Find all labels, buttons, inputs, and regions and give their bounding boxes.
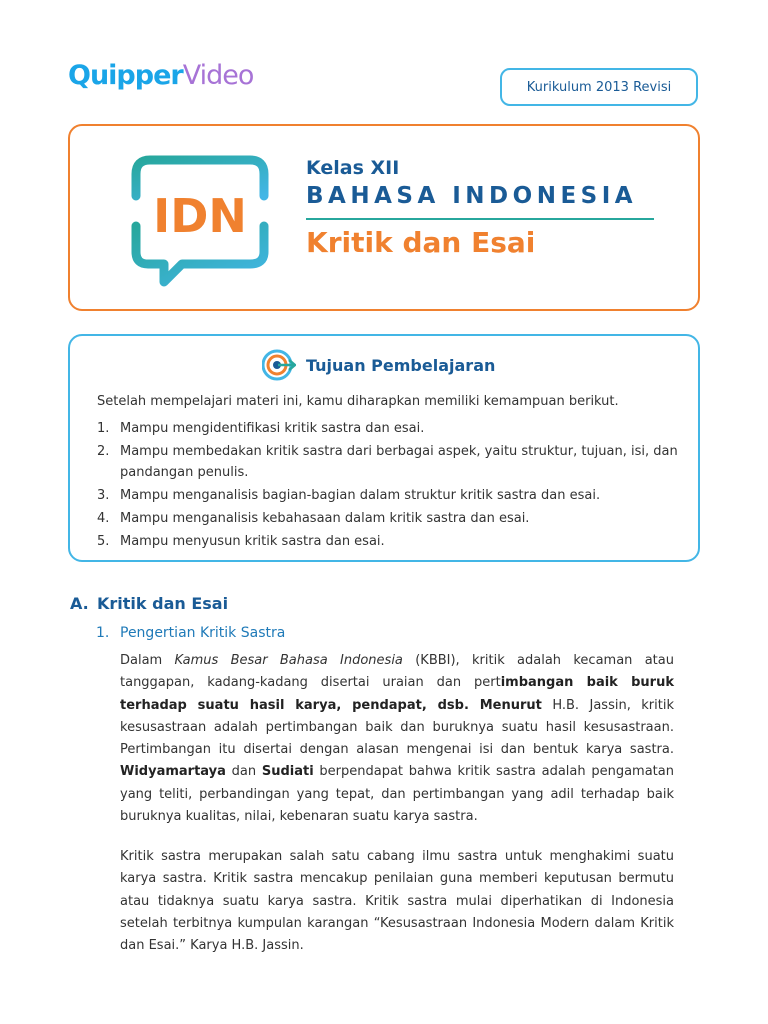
author-sudiati: Sudiati [261, 764, 314, 780]
list-item: 3. Mampu menganalisis bagian-bagian dalam struktur kritik sastra dan esai. [97, 488, 601, 503]
goals-header [262, 348, 495, 382]
subsection-heading [96, 625, 285, 641]
quipper-video-logo [68, 60, 253, 91]
idn-speech-bubble-icon [120, 154, 270, 289]
learning-goals-box [68, 334, 700, 562]
topic-title: Kritik dan Esai [306, 226, 536, 259]
list-item: 2. Mampu membedakan kritik sastra dari berbagai aspek, yaitu struktur, tujuan, isi, dan pandangan penulis. [97, 444, 678, 480]
section-number: A. [70, 594, 89, 613]
section-heading [70, 594, 228, 613]
subject-title: BAHASA INDONESIA [306, 183, 638, 209]
goals-title: Tujuan Pembelajaran [306, 355, 496, 375]
hero-card [68, 124, 700, 311]
subsection-title: Pengertian Kritik Sastra [120, 625, 286, 641]
author-widyamartaya: Widyamartaya [120, 764, 226, 780]
idn-text: IDN [153, 189, 247, 243]
grade-label: Kelas XII [306, 157, 400, 179]
paragraph-definition: Dalam Kamus Besar Bahasa Indonesia (KBBI), kritik adalah kecaman atau tanggapan, kadang-kadang disertai uraian dan pertimbangan baik buruk terhadap suatu hasil karya, pendapat, dsb. Menurut H.B. Jassin, kritik kesusastraan adalah pertimbangan baik dan buruknya suatu hasil kesusastraan. Pertimbangan itu disertai dengan alasan mengenai isi dan bentuk karya sastra. Widyamartaya dan Sudiati berpendapat bahwa kritik sastra adalah pengamatan yang teliti, perbandingan yang tepat, dan pertimbangan yang adil terhadap baik buruknya kualitas, nilai, kebenaran suatu karya sastra. [120, 653, 674, 825]
list-item: 5. Mampu menyusun kritik sastra dan esai. [97, 534, 385, 549]
goals-intro: Setelah mempelajari materi ini, kamu diharapkan memiliki kemampuan berikut. [97, 394, 619, 409]
subsection-number: 1. [96, 625, 110, 641]
logo-secondary: Video [182, 60, 254, 91]
section-title: Kritik dan Esai [97, 594, 229, 613]
list-item: 4. Mampu menganalisis kebahasaan dalam kritik sastra dan esai. [97, 511, 530, 526]
hero-divider [306, 218, 654, 220]
curriculum-badge: Kurikulum 2013 Revisi [500, 68, 698, 106]
list-item: 1. Mampu mengidentifikasi kritik sastra dan esai. [97, 421, 425, 436]
target-icon [262, 348, 296, 382]
paragraph-history: Kritik sastra merupakan salah satu cabang ilmu sastra untuk menghakimi suatu karya sastra. Kritik sastra mencakup penilaian guna memberi keputusan bermutu atau tidaknya suatu karya sastra. Kritik sastra mulai diperhatikan di Indonesia setelah terbitnya kumpulan karangan “Kesusastraan Indonesia Modern dalam Kritik dan Esai.” Karya H.B. Jassin. [120, 849, 674, 954]
kbbi-title: Kamus Besar Bahasa Indonesia [174, 653, 403, 668]
goals-list [97, 418, 687, 554]
logo-primary: Quipper [68, 60, 183, 91]
